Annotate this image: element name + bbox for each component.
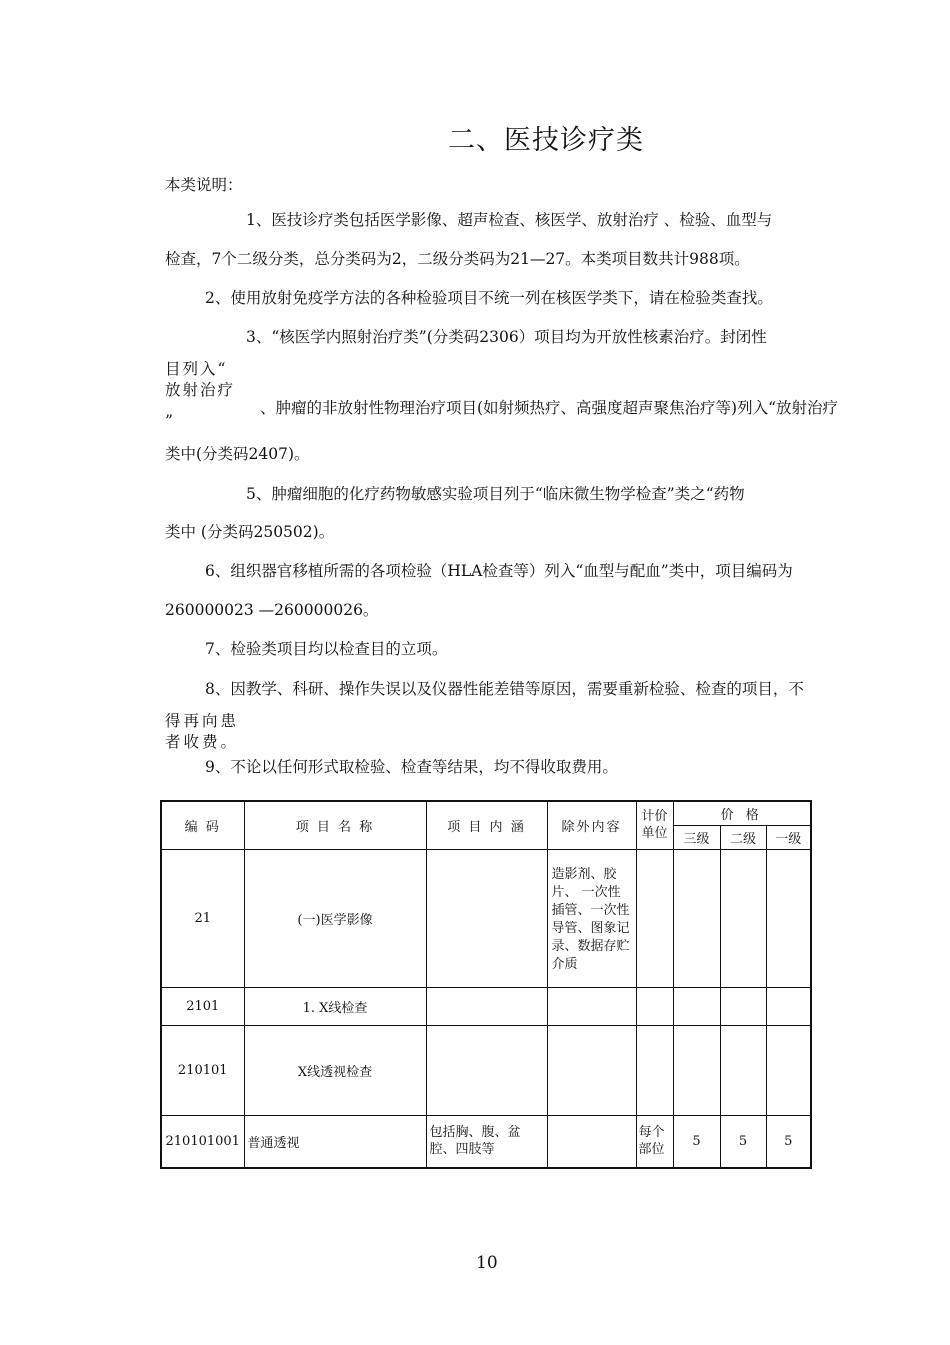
table-row: [161, 1115, 811, 1168]
table-row: [161, 849, 811, 987]
row-price-2: 5: [720, 1115, 766, 1168]
row-price-3: [673, 987, 720, 1025]
row-excluded: [547, 1115, 636, 1168]
para-5-line-2: 类中 (分类码250502)。: [165, 523, 335, 541]
para-3-line-1: 3、“核医学内照射治疗类”(分类码2306）项目均为开放性核素治疗。封闭性: [246, 328, 767, 346]
header-level-2: 二级: [720, 825, 766, 849]
row-content: 包括胸、腹、盆腔、四肢等: [426, 1115, 547, 1168]
row-name: (一)医学影像: [244, 849, 426, 987]
row-price-3: [673, 1025, 720, 1115]
row-name: 1. X线检查: [244, 987, 426, 1025]
row-unit: [636, 987, 673, 1025]
row-excluded: [547, 1025, 636, 1115]
row-price-1: 5: [766, 1115, 811, 1168]
table-row: [161, 987, 811, 1025]
header-level-1: 一级: [766, 825, 811, 849]
header-unit: 计价单位: [636, 801, 673, 849]
row-price-2: [720, 987, 766, 1025]
para-3-line-3: 类中(分类码2407)。: [165, 445, 310, 463]
fee-table: [160, 800, 812, 1169]
row-excluded: 造影剂、胶片、 一次性插管、一次性导管、图象记录、数据存贮介质: [547, 849, 636, 987]
header-code: 编 码: [161, 801, 244, 849]
row-content: [426, 849, 547, 987]
para-8-fragment-2: 者收费。: [165, 733, 240, 751]
para-3-fragment-2: 放射治疗: [165, 381, 236, 399]
row-unit: 每个部位: [636, 1115, 673, 1168]
para-7: 7、检验类项目均以检查目的立项。: [205, 640, 448, 658]
para-6-line-2: 260000023 —260000026。: [165, 601, 379, 619]
row-price-1: [766, 849, 811, 987]
para-2: 2、使用放射免疫学方法的各种检验项目不统一列在核医学类下，请在检验类查找。: [205, 289, 773, 307]
page-title: 二、医技诊疗类: [448, 125, 644, 156]
row-code: 2101: [161, 987, 244, 1025]
header-level-3: 三级: [673, 825, 720, 849]
row-name: X线透视检查: [244, 1025, 426, 1115]
header-excluded: 除外内容: [547, 801, 636, 849]
row-price-3: 5: [673, 1115, 720, 1168]
header-content: 项 目 内 涵: [426, 801, 547, 849]
row-unit: [636, 849, 673, 987]
row-price-2: [720, 1025, 766, 1115]
para-3-line-2: 、肿瘤的非放射性物理治疗项目(如射频热疗、高强度超声聚焦治疗等)列入“放射治疗: [260, 399, 839, 417]
row-code: 210101001: [161, 1115, 244, 1168]
row-code: 21: [161, 849, 244, 987]
para-1-line-1: 1、医技诊疗类包括医学影像、超声检查、核医学、放射治疗 、检验、血型与: [246, 211, 773, 229]
row-price-2: [720, 849, 766, 987]
para-3-fragment-3: ”: [165, 412, 173, 430]
para-5-line-1: 5、肿瘤细胞的化疗药物敏感实验项目列于“临床微生物学检查”类之“药物: [246, 485, 745, 503]
row-price-3: [673, 849, 720, 987]
table-row: [161, 1025, 811, 1115]
row-content: [426, 987, 547, 1025]
row-code: 210101: [161, 1025, 244, 1115]
row-name: 普通透视: [244, 1115, 426, 1168]
para-8-line-1: 8、因教学、科研、操作失误以及仪器性能差错等原因，需要重新检验、检查的项目，不: [205, 680, 804, 698]
page-number: 10: [476, 1253, 498, 1273]
row-unit: [636, 1025, 673, 1115]
para-8-fragment-1: 得再向患: [165, 712, 240, 730]
row-price-1: [766, 1025, 811, 1115]
para-9: 9、不论以任何形式取检验、检查等结果，均不得收取费用。: [205, 758, 618, 776]
intro-label: 本类说明：: [165, 176, 243, 194]
para-3-fragment-1: 目列入“: [165, 360, 228, 378]
header-name: 项 目 名 称: [244, 801, 426, 849]
para-6-line-1: 6、组织器官移植所需的各项检验（HLA检查等）列入“血型与配血”类中，项目编码为: [205, 562, 793, 580]
para-1-line-2: 检查，7个二级分类，总分类码为2，二级分类码为21—27。本类项目数共计988项。: [165, 250, 750, 268]
header-price: 价 格: [673, 801, 811, 825]
row-content: [426, 1025, 547, 1115]
row-price-1: [766, 987, 811, 1025]
row-excluded: [547, 987, 636, 1025]
